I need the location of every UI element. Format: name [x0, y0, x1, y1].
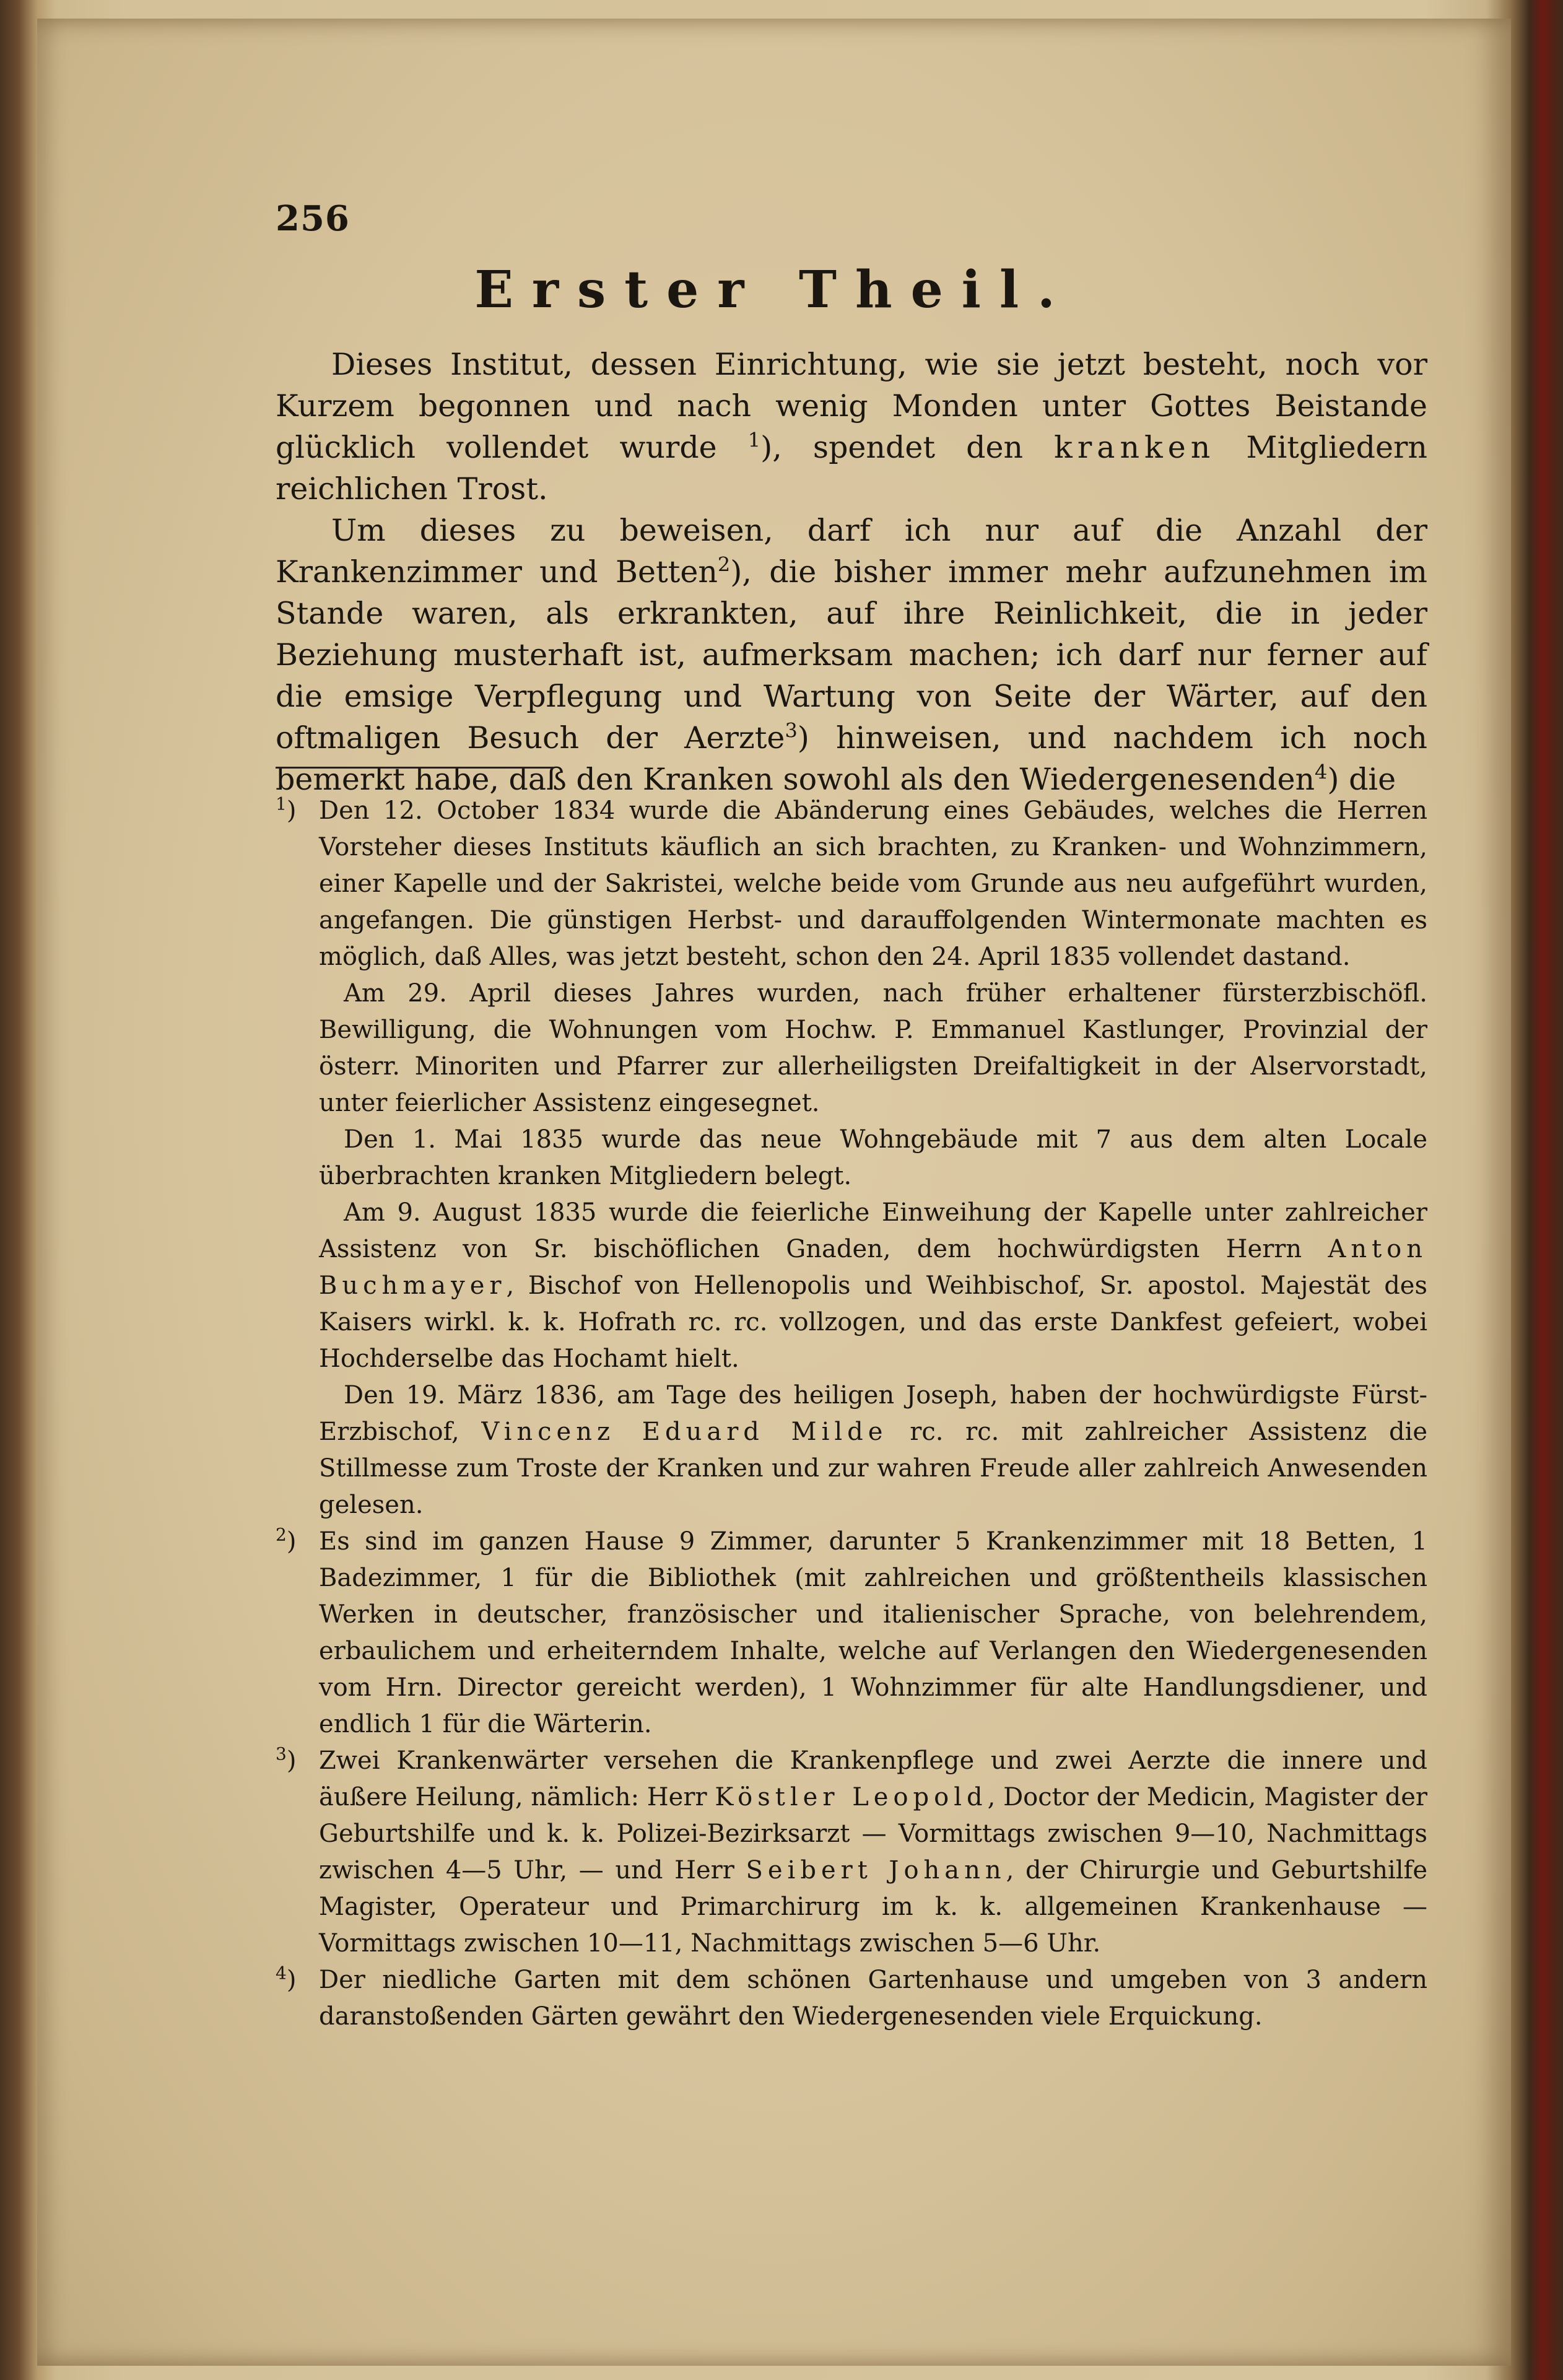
footnote-1-para-4-start: Am 9. August 1835 wurde die feierliche Einweihung der Kapelle unter zahlreicher Assistenz von Sr. bischöflichen Gnaden, dem hochwürdigsten Herrn	[319, 1198, 1427, 1263]
footnote-1-number: 1	[276, 793, 287, 814]
paragraph-2-part-2: ), die bisher immer mehr aufzunehmen im Stande waren, als erkrankten, auf ihre Reinlichkeit, die in jeder Beziehung musterhaft ist, aufmerksam machen; ich darf nur ferner auf die emsige Verpflegung und Wartung von Seite der Wärter, auf den oftmaligen Besuch der Aerzte	[276, 554, 1427, 756]
paragraph-2-part-4: ) die	[1327, 762, 1396, 797]
footnote-1-content	[319, 793, 1427, 1523]
footnote-3-end: , der Chirurgie und Geburtshilfe Magister, Operateur und Primarchirurg im k. k. allgemeinen Krankenhause — Vormittags zwischen 10—11, Nachmittags zwischen 5—6 Uhr.	[319, 1856, 1428, 1958]
section-heading: Erster Theil.	[474, 260, 1074, 320]
footnote-1	[276, 793, 1427, 1523]
footnote-3-text	[319, 1743, 1427, 1962]
footnote-1-para-4	[319, 1195, 1427, 1377]
footnote-3-start: Zwei Krankenwärter versehen die Krankenpflege und zwei Aerzte die innere und äußere Heilung, nämlich: Herr	[319, 1746, 1427, 1811]
footnote-3-marker: $^3$)	[276, 1743, 297, 1775]
footnote-2-content	[319, 1523, 1427, 1743]
footnote-1-para-1: Den 12. October 1834 wurde die Abänderung eines Gebäudes, welches die Herren Vorsteher dieses Instituts käuflich an sich brachten, zu Kranken- und Wohnzimmern, einer Kapelle und der Sakristei, welche beide vom Grunde aus neu aufgeführt wurden, angefangen. Die günstigen Herbst- und darauffolgenden Wintermonate machten es möglich, daß Alles, was jetzt besteht, schon den 24. April 1835 vollendet dastand.	[319, 796, 1427, 971]
footnote-ref-1: 1	[747, 428, 761, 452]
footnote-1-para-4-end: , Bischof von Hellenopolis und Weihbischof, Sr. apostol. Majestät des Kaisers wirkl. k. k. Hofrath rc. rc. vollzogen, und das erste Dankfest gefeiert, wobei Hochderselbe das Hochamt hielt.	[319, 1271, 1427, 1373]
footnote-ref-4: 4	[1315, 760, 1328, 784]
spaced-name-anton-buchmayer: Anton Buchmayer	[319, 1235, 1428, 1300]
paragraph-1-end: Mitgliedern reichlichen Trost.	[276, 430, 1427, 507]
footnote-2-number: 2	[276, 1524, 287, 1545]
footnote-1-para-5-end: rc. rc. mit zahlreicher Assistenz die Stillmesse zum Troste der Kranken und zur wahren Freude aller zahlreich Anwesenden gelesen.	[319, 1418, 1428, 1519]
footnote-3-content	[319, 1743, 1427, 1962]
spaced-name-koestler: Köstler Leopold	[715, 1783, 988, 1811]
footnote-1-para-2: Am 29. April dieses Jahres wurden, nach früher erhaltener fürsterzbischöfl. Bewilligung, die Wohnungen vom Hochw. P. Emmanuel Kastlunger, Provinzial der österr. Minoriten und Pfarrer zur allerheiligsten Dreifaltigkeit in der Alservorstadt, unter feierlicher Assistenz eingesegnet.	[319, 979, 1427, 1117]
footnote-3-middle: , Doctor der Medicin, Magister der Geburtshilfe und k. k. Polizei-Bezirksarzt — Vormittags zwischen 9—10, Nachmittags zwischen 4—5 Uhr, — und Herr	[319, 1783, 1428, 1885]
paragraph-1	[276, 344, 1427, 510]
footnote-3-number: 3	[276, 1743, 287, 1764]
footnote-1-para-5-start: Den 19. März 1836, am Tage des heiligen Joseph, haben der hochwürdigste Fürst-Erzbischof,	[319, 1381, 1427, 1446]
book-page	[37, 19, 1511, 2366]
footnote-divider	[276, 767, 554, 769]
footnote-4-text: Der niedliche Garten mit dem schönen Gartenhause und umgeben von 3 andern daranstoßenden Gärten gewährt den Wiedergenesenden viele Erquickung.	[319, 1966, 1427, 2031]
paragraph-2-part-3: ) hinweisen, und nachdem ich noch bemerkt habe, daß den Kranken sowohl als den Wiedergenesenden	[276, 720, 1427, 797]
footnote-1-para-5	[319, 1377, 1427, 1523]
footnote-4	[276, 1962, 1427, 2035]
footnotes	[276, 793, 1427, 2035]
footnote-1-marker: $^1$)	[276, 793, 297, 825]
spaced-name-seibert: Seibert Johann	[746, 1856, 1006, 1885]
paragraph-2-part-1: Um dieses zu beweisen, darf ich nur auf die Anzahl der Krankenzimmer und Betten	[276, 513, 1427, 590]
paragraph-2	[276, 510, 1427, 800]
footnote-2-text: Es sind im ganzen Hause 9 Zimmer, darunter 5 Krankenzimmer mit 18 Betten, 1 Badezimmer, 1 für die Bibliothek (mit zahlreichen und größtentheils klassischen Werken in deutscher, französischer und italienischer Sprache, von belehrendem, erbaulichem und erheiterndem Inhalte, welche auf Verlangen den Wiedergenesenden vom Hrn. Director gereicht werden), 1 Wohnzimmer für alte Handlungsdiener, und endlich 1 für die Wärterin.	[319, 1527, 1427, 1738]
paragraph-1-middle: ), spendet den	[760, 430, 1024, 465]
footnote-4-marker: $^4$)	[276, 1963, 297, 1994]
footnote-ref-2: 2	[717, 552, 731, 577]
footnote-2-marker: $^2$)	[276, 1524, 297, 1556]
main-text	[276, 344, 1427, 800]
footnote-4-content	[319, 1962, 1427, 2035]
footnote-ref-3: 3	[785, 718, 798, 743]
footnote-1-para-3: Den 1. Mai 1835 wurde das neue Wohngebäude mit 7 aus dem alten Locale überbrachten kranken Mitgliedern belegt.	[319, 1125, 1427, 1190]
footnote-3	[276, 1743, 1427, 1962]
page-number: 256	[276, 198, 350, 239]
footnote-4-number: 4	[276, 1963, 287, 1984]
spaced-name-vincenz-milde: Vincenz Eduard Milde	[481, 1418, 888, 1446]
paragraph-1-text: Dieses Institut, dessen Einrichtung, wie sie jetzt besteht, noch vor Kurzem begonnen und nach wenig Monden unter Gottes Beistande glücklich vollendet wurde	[276, 347, 1427, 465]
footnote-2	[276, 1523, 1427, 1743]
spaced-word: kranken	[1054, 430, 1216, 465]
